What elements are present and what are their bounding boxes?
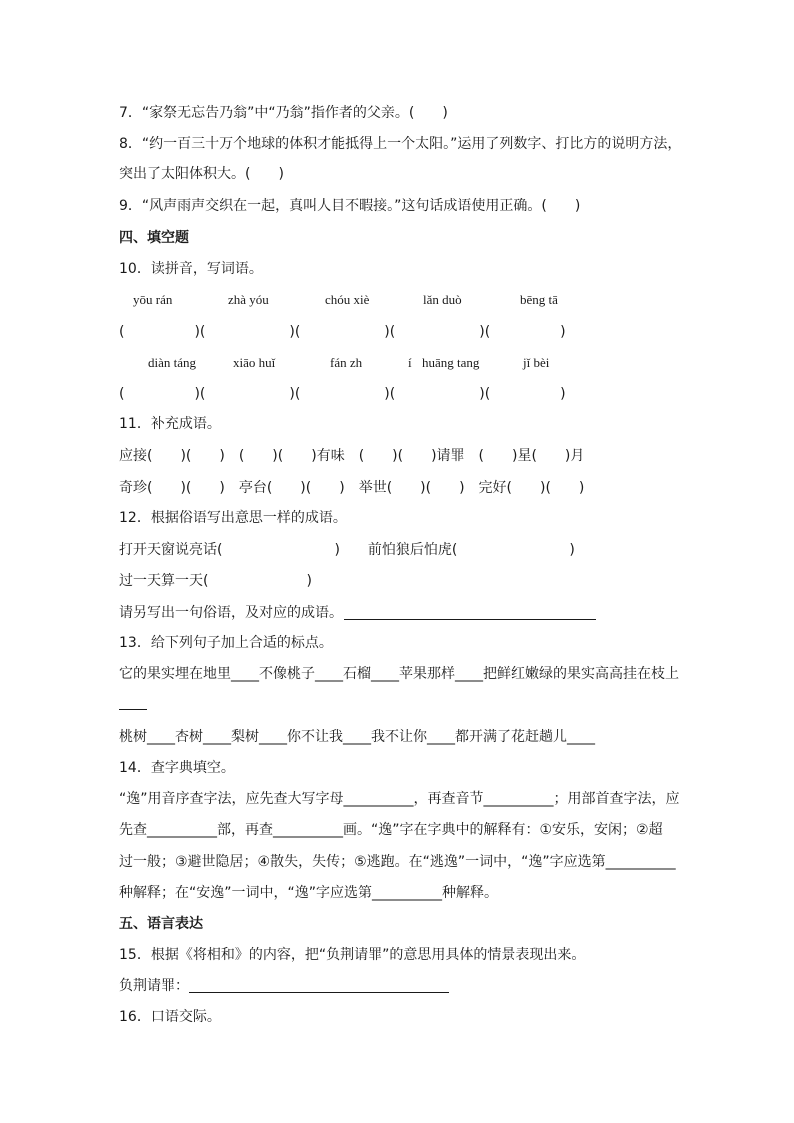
text: “逸”用音序查字法，应先查大写字母 [119, 791, 344, 807]
answer-parens-row-1[interactable]: ( )( )( )( )( ) [119, 324, 566, 340]
q15: 15．根据《将相和》的内容，把“负荆请罪”的意思用具体的情景表现出来。 [119, 947, 586, 963]
q8-line1: 8．“约一百三十万个地球的体积才能抵得上一个太阳。”运用了列数字、打比方的说明方法， [119, 136, 682, 152]
q13: 13．给下列句子加上合适的标点。 [119, 635, 333, 651]
text: 梨树 [231, 729, 259, 745]
text: 不像桃子 [259, 666, 315, 682]
text: 杏树 [175, 729, 203, 745]
q12: 12．根据俗语写出意思一样的成语。 [119, 510, 347, 526]
text: 桃树 [119, 729, 147, 745]
text: 都开满了花赶趟儿 [455, 729, 567, 745]
q11: 11．补充成语。 [119, 416, 221, 432]
answer-parens-row-2[interactable]: ( )( )( )( )( ) [119, 386, 566, 402]
q13-line-2 [119, 727, 595, 747]
text: 它的果实埋在地里 [119, 666, 231, 682]
blank[interactable]: __________ [372, 885, 443, 901]
blank[interactable]: __________ [605, 854, 676, 870]
q10: 10．读拼音，写词语。 [119, 261, 263, 277]
text: 过一般；③避世隐居；④散失，失传；⑤逃跑。在“逃逸”一词中，“逸”字应选第 [119, 854, 606, 870]
pinyin: í [408, 355, 412, 370]
q16: 16．口语交际。 [119, 1009, 221, 1025]
section-language-expression-heading: 五、语言表达 [119, 916, 203, 932]
answer-blank[interactable] [189, 992, 449, 993]
pinyin: diàn táng [148, 355, 197, 370]
pinyin: huāng tang [422, 355, 480, 370]
text: 我不让你 [371, 729, 427, 745]
q14-line-4 [119, 883, 498, 903]
pinyin: chóu xiè [325, 292, 370, 307]
pinyin: xiāo huǐ [233, 355, 276, 370]
blank[interactable]: ____ [455, 666, 483, 682]
text: 石榴 [343, 666, 371, 682]
text: ；用部首查字法，应 [553, 791, 680, 807]
text: ，再查音节 [413, 791, 484, 807]
blank[interactable]: ____ [259, 729, 287, 745]
blank[interactable]: __________ [273, 822, 343, 838]
text: 部，再查 [217, 822, 273, 838]
blank[interactable]: ____ [315, 666, 343, 682]
q12-row-3: 请另写出一句俗语，及对应的成语。 [119, 605, 343, 621]
blank[interactable]: ____ [203, 729, 231, 745]
blank[interactable]: ____ [343, 729, 371, 745]
text: 种解释；在“安逸”一词中，“逸”字应选第 [119, 885, 373, 901]
q7: 7．“家祭无忘告乃翁”中“乃翁”指作者的父亲。( ) [119, 105, 448, 121]
text: 把鲜红嫩绿的果实高高挂在枝上 [483, 666, 679, 682]
blank[interactable]: __________ [147, 822, 217, 838]
text: 画。“逸”字在字典中的解释有：①安乐，安闲；②超 [343, 822, 663, 838]
q14-line-3 [119, 852, 676, 872]
blank[interactable]: ____ [567, 729, 595, 745]
blank[interactable]: __________ [343, 791, 414, 807]
pinyin: lǎn duò [423, 292, 462, 307]
q14-line-1 [119, 789, 680, 809]
blank[interactable]: ____ [147, 729, 175, 745]
blank[interactable]: ____ [427, 729, 455, 745]
q12-row-1[interactable]: 打开天窗说亮话( ) 前怕狼后怕虎( ) [119, 542, 575, 558]
q13-line-1 [119, 664, 679, 684]
text: 先查 [119, 822, 147, 838]
pinyin: yōu rán [133, 292, 173, 307]
text: 种解释。 [442, 885, 499, 901]
answer-blank[interactable] [344, 619, 596, 620]
text: 苹果那样 [399, 666, 455, 682]
q9: 9．“风声雨声交织在一起，真叫人目不暇接。”这句话成语使用正确。( ) [119, 198, 581, 214]
q12-row-2[interactable]: 过一天算一天( ) [119, 573, 312, 589]
blank[interactable]: __________ [483, 791, 554, 807]
q15-answer-label: 负荆请罪： [119, 978, 189, 994]
blank[interactable]: ____ [371, 666, 399, 682]
section-fill-blank-heading: 四、填空题 [119, 230, 189, 246]
pinyin: bēng tā [520, 292, 558, 307]
q14-line-2 [119, 820, 663, 840]
q8-line2: 突出了太阳体积大。( ) [119, 166, 284, 182]
q11-row-2[interactable]: 奇珍( )( ) 亭台( )( ) 举世( )( ) 完好( )( ) [119, 480, 585, 496]
blank[interactable]: ____ [231, 666, 259, 682]
answer-blank[interactable] [119, 709, 147, 710]
pinyin: fán zh [330, 355, 363, 370]
text: 你不让我 [287, 729, 343, 745]
pinyin: jǐ bèi [523, 355, 550, 370]
q14: 14．查字典填空。 [119, 760, 235, 776]
q11-row-1[interactable]: 应接( )( ) ( )( )有味 ( )( )请罪 ( )星( )月 [119, 448, 585, 464]
pinyin: zhà yóu [228, 292, 269, 307]
